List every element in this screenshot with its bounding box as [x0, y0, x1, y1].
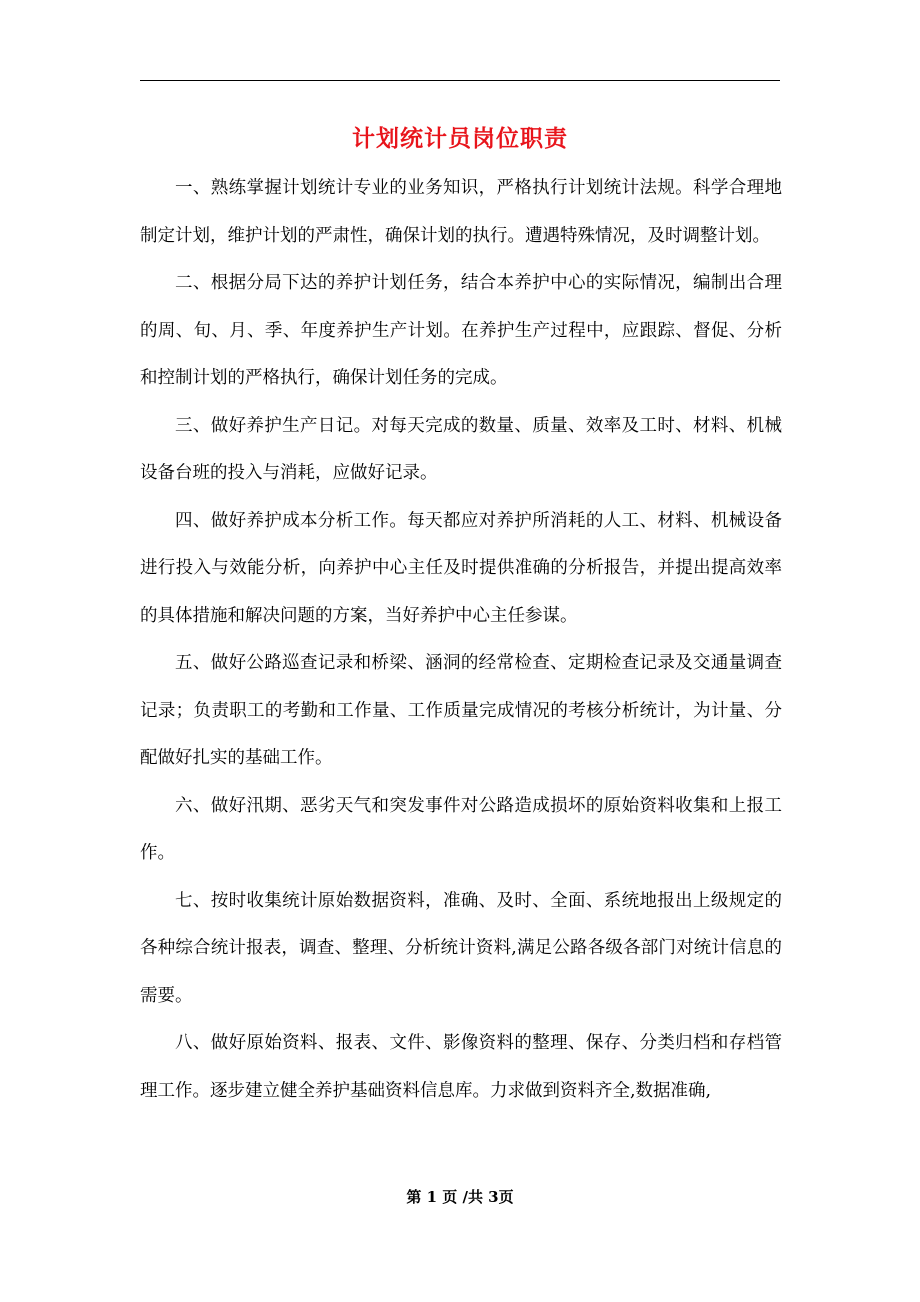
paragraph-6: 六、做好汛期、恶劣天气和突发事件对公路造成损坏的原始资料收集和上报工作。 — [140, 795, 782, 863]
paragraph-5: 五、做好公路巡查记录和桥梁、涵洞的经常检查、定期检查记录及交通量调查记录；负责职工的考勤和工作量、工作质量完成情况的考核分析统计，为计量、分配做好扎实的基础工作。 — [140, 653, 782, 768]
paragraph-2: 二、根据分局下达的养护计划任务，结合本养护中心的实际情况，编制出合理的周、旬、月、季、年度养护生产计划。在养护生产过程中，应跟踪、督促、分析和控制计划的严格执行，确保计划任务的完成。 — [140, 273, 782, 388]
paragraph-8: 八、做好原始资料、报表、文件、影像资料的整理、保存、分类归档和存档管理工作。逐步建立健全养护基础资料信息库。力求做到资料齐全,数据准确, — [140, 1033, 782, 1101]
header-rule — [140, 80, 780, 81]
paragraph-7: 七、按时收集统计原始数据资料，准确、及时、全面、系统地报出上级规定的各种综合统计报表，调查、整理、分析统计资料,满足公路各级各部门对统计信息的需要。 — [140, 890, 782, 1006]
page-number: 第 1 页 /共 3页 — [406, 1188, 514, 1206]
document-body — [140, 165, 782, 1115]
paragraph-3: 三、做好养护生产日记。对每天完成的数量、质量、效率及工时、材料、机械设备台班的投入与消耗，应做好记录。 — [140, 415, 782, 483]
paragraph-4: 四、做好养护成本分析工作。每天都应对养护所消耗的人工、材料、机械设备进行投入与效能分析，向养护中心主任及时提供准确的分析报告，并提出提高效率的具体措施和解决问题的方案，当好养护中心主任参谋。 — [140, 510, 782, 626]
document-title: 计划统计员岗位职责 — [352, 126, 568, 152]
paragraph-1: 一、熟练掌握计划统计专业的业务知识，严格执行计划统计法规。科学合理地制定计划，维护计划的严肃性，确保计划的执行。遭遇特殊情况，及时调整计划。 — [140, 178, 782, 246]
